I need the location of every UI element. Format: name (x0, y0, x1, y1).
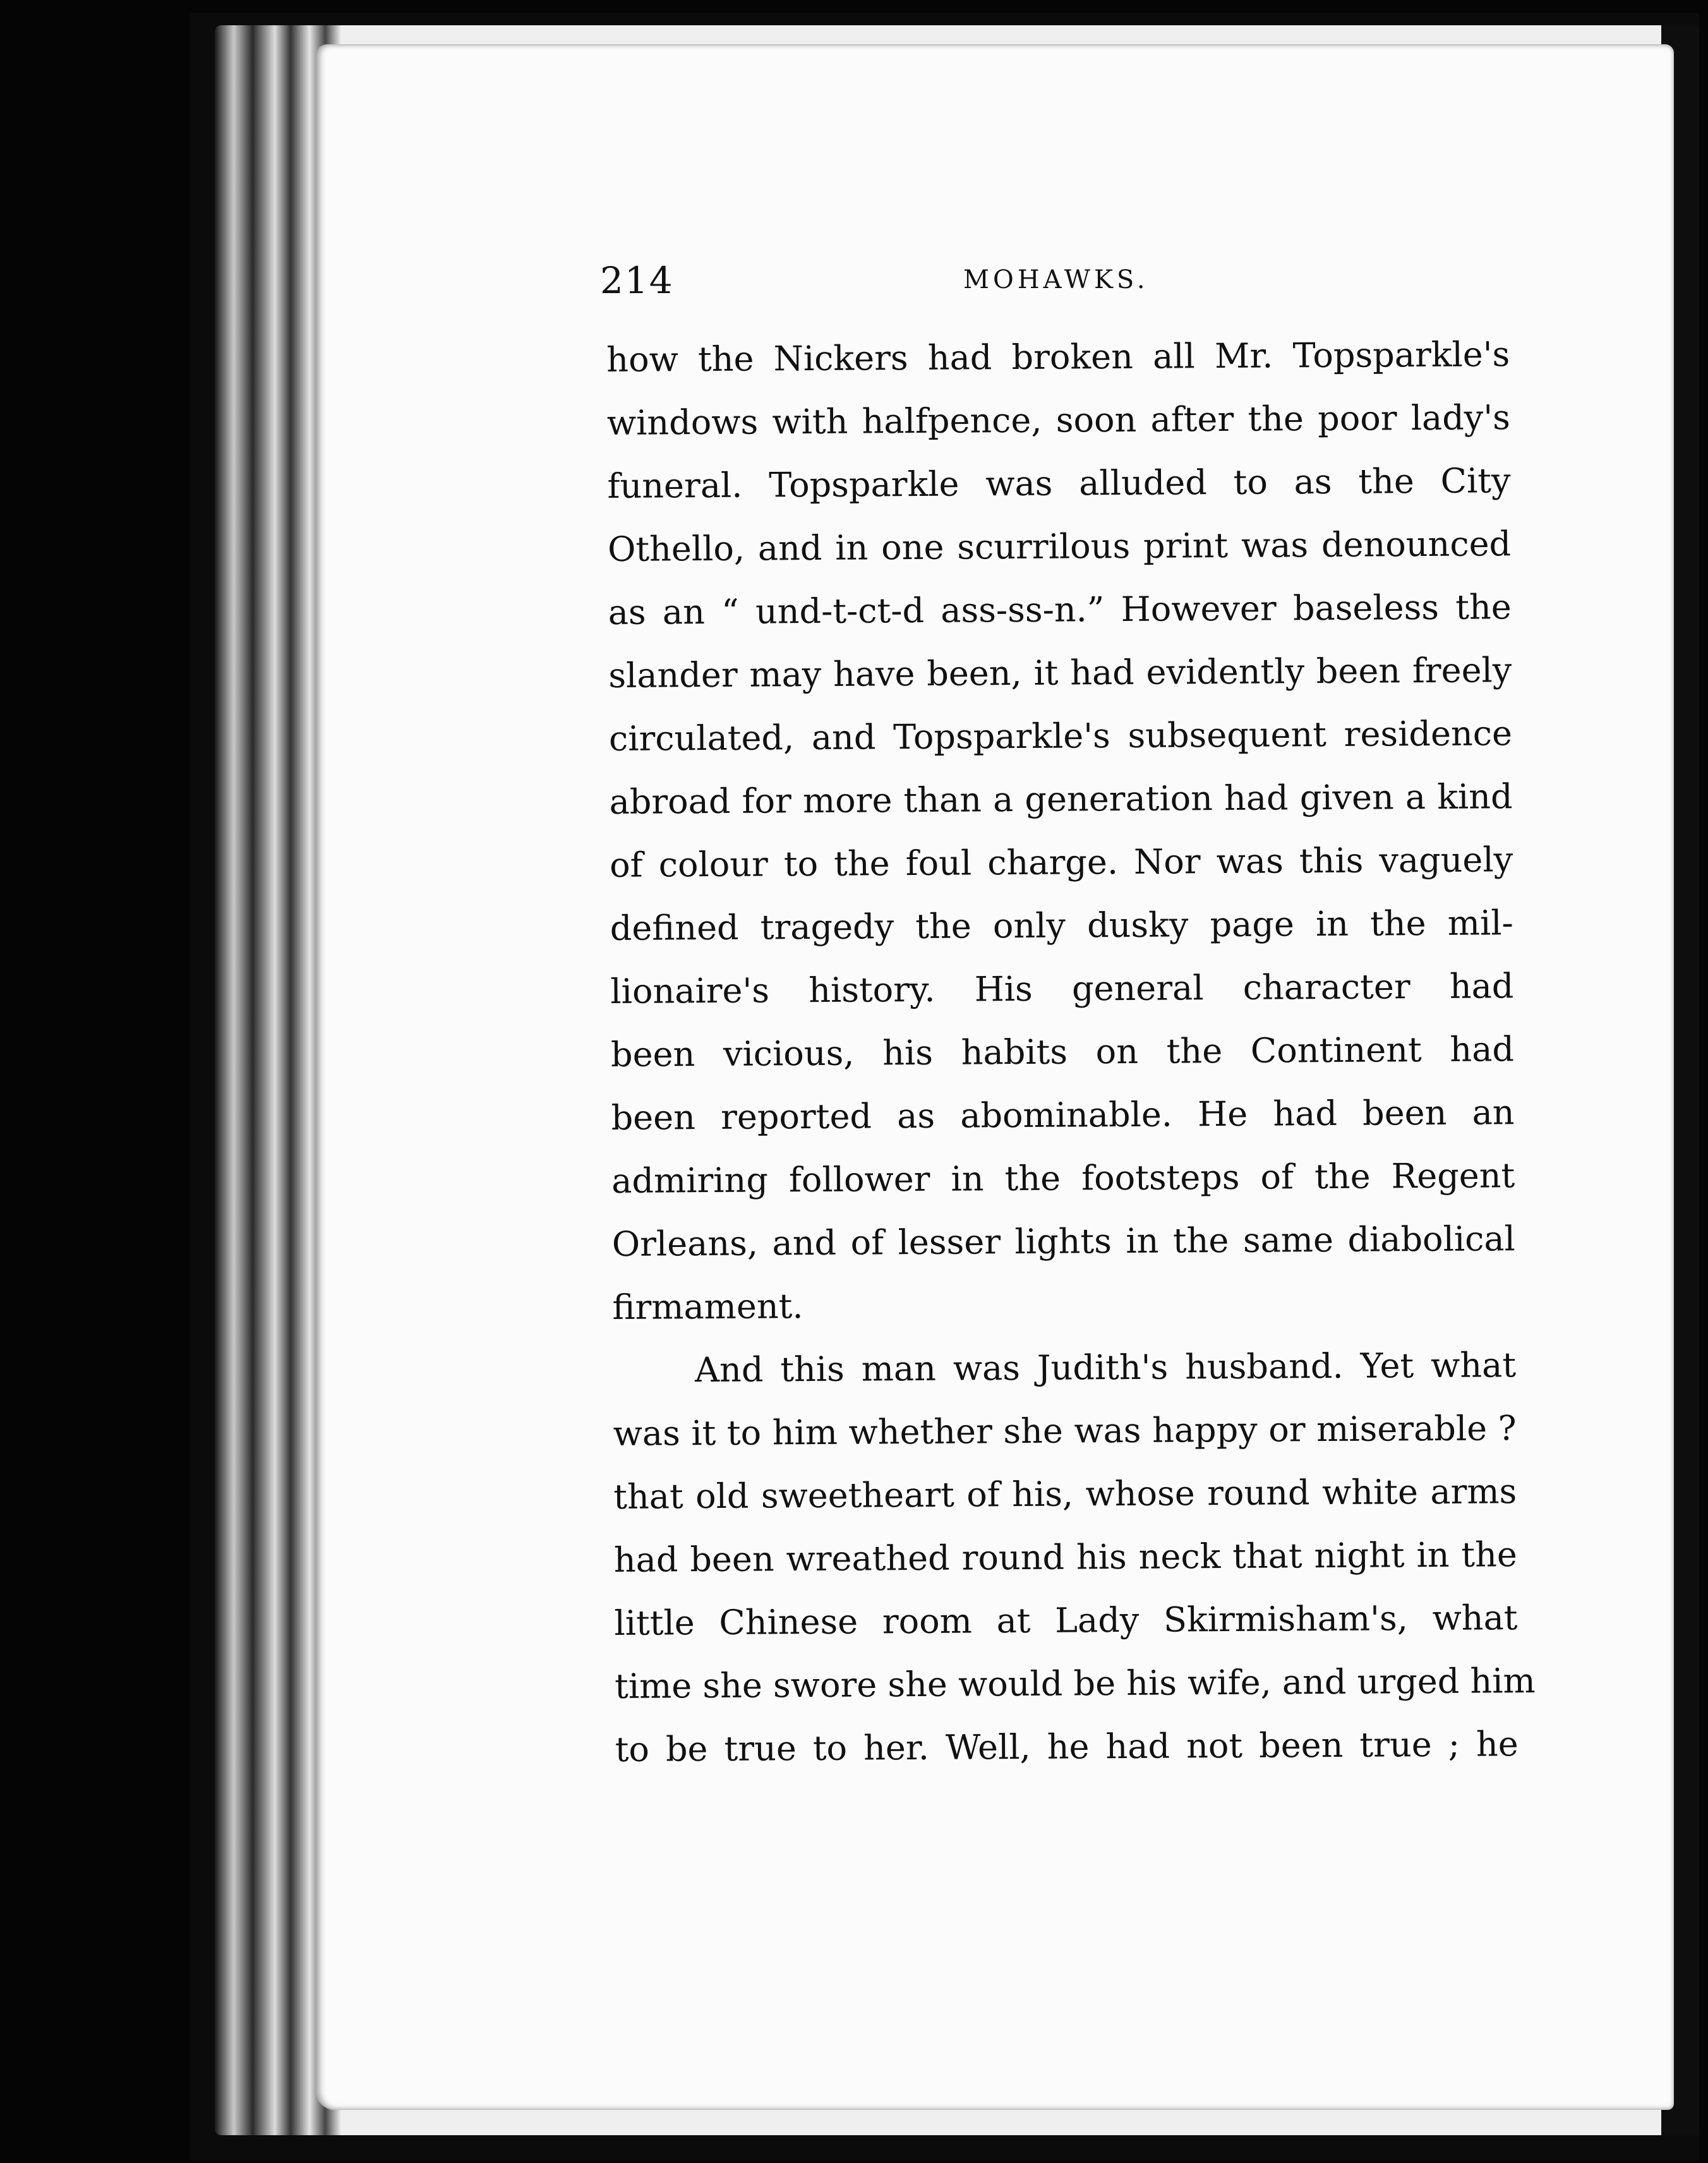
text-line: was it to him whether she was happy or miserable ? (613, 1408, 1517, 1454)
text-line: as an “ und-t-ct-d ass-ss-n.” However baseless the (608, 587, 1512, 632)
text-line: little Chinese room at Lady Skirmisham's, what (614, 1598, 1518, 1643)
text-line: slander may have been, it had evidently been freely (608, 650, 1512, 696)
text-line: to be true to her. Well, he had not been true ; he (615, 1724, 1519, 1769)
text-line: defined tragedy the only dusky page in the mil- (610, 903, 1513, 948)
text-line: how the Nickers had broken all Mr. Topsparkle's (606, 334, 1510, 380)
text-line: of colour to the foul charge. Nor was this vaguely (609, 840, 1513, 885)
running-title: MOHAWKS. (963, 265, 1149, 294)
page-number: 214 (600, 259, 674, 302)
text-line: lionaire's history. His general character had (610, 966, 1514, 1011)
page-header (600, 253, 1529, 310)
text-line: been reported as abominable. He had been an (611, 1092, 1515, 1138)
text-line: that old sweetheart of his, whose round white arms (613, 1471, 1517, 1517)
text-line: admiring follower in the footsteps of the Regent (611, 1155, 1515, 1201)
text-line: firmament. (612, 1286, 803, 1327)
text-line: circulated, and Topsparkle's subsequent residence (608, 713, 1513, 759)
text-line: Orleans, and of lesser lights in the same diabolical (611, 1219, 1516, 1264)
text-line: Othello, and in one scurrilous print was denounced (607, 524, 1512, 569)
text-line: had been wreathed round his neck that night in the (613, 1534, 1518, 1580)
body-text (606, 323, 1536, 1781)
text-line: funeral. Topsparkle was alluded to as the City (607, 461, 1511, 506)
text-line: And this man was Judith's husband. Yet what (694, 1345, 1517, 1390)
text-line: been vicious, his habits on the Continent had (610, 1029, 1515, 1075)
paragraph-1 (606, 323, 1516, 1339)
paragraph-2 (613, 1334, 1536, 1781)
text-line: windows with halfpence, soon after the poor lady's (606, 397, 1511, 443)
text-line: time she swore she would be his wife, and urged him (614, 1661, 1536, 1706)
text-line: abroad for more than a generation had given a kind (609, 776, 1513, 822)
